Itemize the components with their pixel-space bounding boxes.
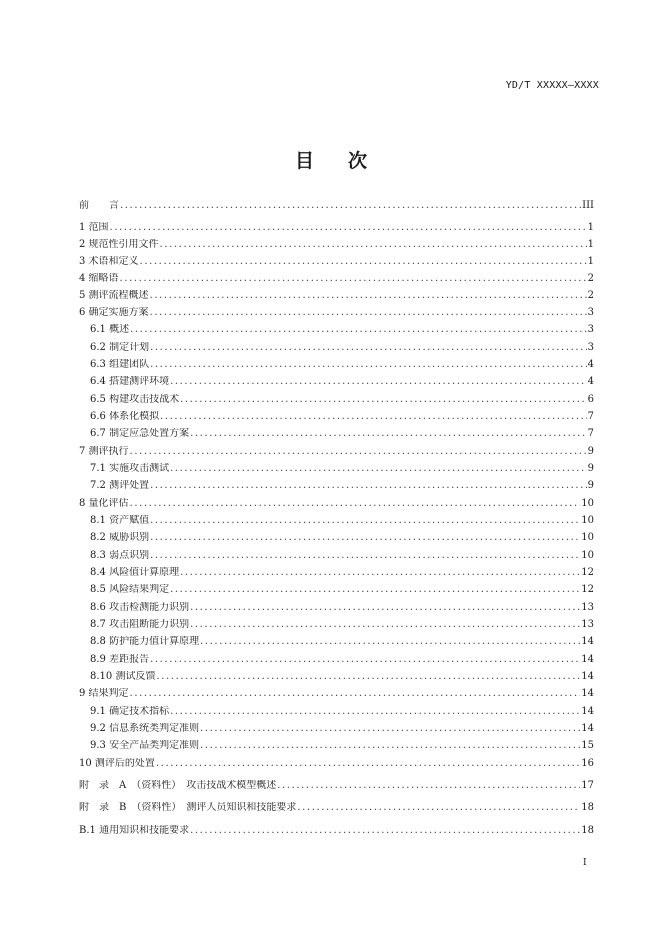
toc-entry-label: 9.3 安全产品类判定准则 [90, 740, 200, 751]
toc-entry-page: 10 [581, 515, 594, 526]
toc-dot-leader [130, 446, 587, 458]
toc-entry-page: 3 [587, 342, 594, 353]
toc-entry-label: 6.1 概述 [90, 324, 130, 335]
toc-entry-label: 附 录 B （资料性） 测评人员知识和技能要求 [79, 802, 297, 813]
toc-dot-leader [150, 532, 580, 544]
toc-dot-leader [170, 706, 580, 718]
toc-dot-leader [170, 463, 587, 475]
toc-entry[interactable] [79, 359, 594, 371]
toc-entry-label: 6.2 制定计划 [90, 342, 150, 353]
toc-entry-label: 8.1 资产赋值 [90, 515, 150, 526]
toc-entry-label: 6 确定实施方案 [79, 307, 149, 318]
toc-entry[interactable] [79, 584, 594, 596]
toc-entry-label: 6.3 组建团队 [90, 359, 150, 370]
toc-dot-leader [170, 584, 580, 596]
toc-entry-page: 14 [581, 654, 594, 665]
toc-entry-label: 4 缩略语 [79, 273, 119, 284]
toc-dot-leader [156, 671, 580, 683]
toc-entry-label: 9.1 确定技术指标 [90, 706, 170, 717]
toc-dot-leader [130, 498, 581, 510]
toc-entry[interactable] [79, 758, 594, 770]
toc-dot-leader [156, 758, 580, 770]
toc-entry-label: 6.7 制定应急处置方案 [90, 428, 190, 439]
toc-entry-page: 7 [587, 428, 594, 439]
toc-entry[interactable] [79, 239, 594, 251]
toc-dot-leader [130, 324, 587, 336]
toc-entry-label: 8.5 风险结果判定 [90, 584, 170, 595]
toc-dot-leader [170, 376, 587, 388]
toc-entry-label: 9 结果判定 [79, 688, 129, 699]
toc-entry-page: 2 [587, 290, 594, 301]
toc-entry[interactable] [79, 636, 594, 648]
toc-entry-page: 7 [587, 411, 594, 422]
toc-entry[interactable] [79, 480, 594, 492]
toc-entry-page: 6 [587, 394, 594, 405]
toc-entry-label: 7 测评执行 [79, 446, 129, 457]
toc-entry-page: 15 [581, 740, 594, 751]
toc-dot-leader [200, 636, 580, 648]
toc-entry-label: 8.6 攻击检测能力识别 [90, 602, 190, 613]
toc-entry-label: 8.4 风险值计算原理 [90, 567, 180, 578]
toc-dot-leader [190, 825, 580, 837]
toc-entry-label: 8.7 攻击阻断能力识别 [90, 619, 190, 630]
toc-entry[interactable] [79, 394, 594, 406]
toc-entry[interactable] [79, 688, 594, 700]
toc-entry-page: 1 [587, 222, 594, 233]
toc-dot-leader [150, 290, 587, 302]
toc-entry[interactable] [79, 463, 594, 475]
toc-entry[interactable] [79, 825, 594, 837]
title-char-1: 目 [294, 150, 314, 172]
toc-entry[interactable] [79, 200, 594, 212]
toc-dot-leader [130, 688, 581, 700]
toc-entry-page: 14 [581, 688, 594, 699]
toc-entry-label: 7.2 测评处置 [90, 480, 150, 491]
toc-entry-label: 8.9 差距报告 [90, 654, 150, 665]
toc-dot-leader [180, 567, 580, 579]
toc-entry[interactable] [79, 498, 594, 510]
toc-entry-page: 12 [581, 584, 594, 595]
toc-entry-page: 10 [581, 550, 594, 561]
toc-dot-leader [190, 428, 587, 440]
toc-entry-page: 10 [581, 532, 594, 543]
toc-entry-label: B.1 通用知识和技能要求 [79, 825, 190, 836]
toc-dot-leader [150, 480, 587, 492]
toc-dot-leader [200, 740, 580, 752]
toc-entry[interactable] [79, 740, 594, 752]
toc-entry[interactable] [79, 446, 594, 458]
toc-entry-page: 13 [581, 602, 594, 613]
toc-entry-page: 9 [587, 480, 594, 491]
toc-entry-page: 4 [587, 359, 594, 370]
toc-entry-label: 8 量化评估 [79, 498, 129, 509]
toc-entry-label: 6.6 体系化模拟 [90, 411, 160, 422]
toc-entry-label: 6.5 构建攻击技战术 [90, 394, 180, 405]
toc-entry-page: 9 [587, 446, 594, 457]
toc-entry-label: 7.1 实施攻击测试 [90, 463, 170, 474]
toc-entry-label: 8.8 防护能力值计算原理 [90, 636, 200, 647]
toc-entry-page: 18 [581, 802, 594, 813]
toc-dot-leader [297, 802, 580, 814]
toc-entry-page: III [582, 200, 594, 211]
toc-entry-page: 14 [581, 671, 594, 682]
toc-dot-leader [180, 394, 587, 406]
toc-entry-page: 2 [587, 273, 594, 284]
toc-entry[interactable] [79, 515, 594, 527]
toc-entry-page: 12 [581, 567, 594, 578]
toc-entry-label: 前 言 [79, 200, 119, 211]
toc-entry[interactable] [79, 706, 594, 718]
toc-dot-leader [160, 239, 587, 251]
toc-entry-label: 2 规范性引用文件 [79, 239, 159, 250]
toc-entry[interactable] [79, 671, 594, 683]
toc-entry-page: 14 [581, 636, 594, 647]
toc-dot-leader [110, 222, 587, 234]
toc-dot-leader [120, 200, 581, 212]
toc-dot-leader [200, 723, 580, 735]
toc-entry[interactable] [79, 723, 594, 735]
toc-entry-label: 1 范围 [79, 222, 109, 233]
toc-entry-page: 13 [581, 619, 594, 630]
toc-entry-page: 16 [581, 758, 594, 769]
document-code: YD/T XXXXX—XXXX [505, 80, 599, 91]
toc-dot-leader [150, 342, 587, 354]
toc-entry-page: 3 [587, 324, 594, 335]
toc-entry[interactable] [79, 290, 594, 302]
toc-entry[interactable] [79, 428, 594, 440]
toc-entry[interactable] [79, 324, 594, 336]
toc-dot-leader [150, 307, 587, 319]
toc-entry-page: 18 [581, 825, 594, 836]
toc-entry-page: 1 [587, 239, 594, 250]
toc-entry[interactable] [79, 780, 594, 792]
toc-entry-page: 10 [581, 498, 594, 509]
toc-dot-leader [150, 359, 587, 371]
toc-entry[interactable] [79, 619, 594, 631]
toc-dot-leader [190, 602, 580, 614]
toc-dot-leader [120, 273, 587, 285]
toc-entry-label: 附 录 A （资料性） 攻击技战术模型概述 [79, 780, 277, 791]
toc-dot-leader [150, 654, 580, 666]
toc-entry[interactable] [79, 550, 594, 562]
toc-entry[interactable] [79, 602, 594, 614]
toc-entry-label: 6.4 搭建测评环境 [90, 376, 170, 387]
toc-entry-label: 3 术语和定义 [79, 256, 139, 267]
toc-entry-page: 1 [587, 256, 594, 267]
toc-entry[interactable] [79, 256, 594, 268]
toc-entry-page: 4 [587, 376, 594, 387]
title-char-2: 次 [348, 150, 368, 172]
toc-entry[interactable] [79, 532, 594, 544]
toc-entry-label: 8.2 威胁识别 [90, 532, 150, 543]
toc-dot-leader [277, 780, 580, 792]
toc-entry[interactable] [79, 307, 594, 319]
toc-entry-label: 8.3 弱点识别 [90, 550, 150, 561]
toc-entry[interactable] [79, 342, 594, 354]
toc-entry-page: 17 [581, 780, 594, 791]
toc-dot-leader [160, 411, 587, 423]
toc-entry-page: 9 [587, 463, 594, 474]
toc-entry[interactable] [79, 411, 594, 423]
toc-dot-leader [150, 550, 580, 562]
toc-entry[interactable] [79, 654, 594, 666]
toc-entry[interactable] [79, 376, 594, 388]
toc-entry[interactable] [79, 567, 594, 579]
toc-entry-label: 8.10 测试反馈 [90, 671, 156, 682]
toc-entry[interactable] [79, 222, 594, 234]
toc-dot-leader [190, 619, 580, 631]
toc-entry-page: 3 [587, 307, 594, 318]
toc-dot-leader [150, 515, 580, 527]
toc-entry-label: 9.2 信息系统类判定准则 [90, 723, 200, 734]
toc-entry[interactable] [79, 802, 594, 814]
toc-entry-label: 10 测评后的处置 [79, 758, 155, 769]
toc-entry[interactable] [79, 273, 594, 285]
toc-entry-page: 14 [581, 706, 594, 717]
toc-entry-label: 5 测评流程概述 [79, 290, 149, 301]
page-number: I [583, 858, 587, 868]
page-title [0, 146, 662, 173]
toc-dot-leader [140, 256, 587, 268]
toc-entry-page: 14 [581, 723, 594, 734]
